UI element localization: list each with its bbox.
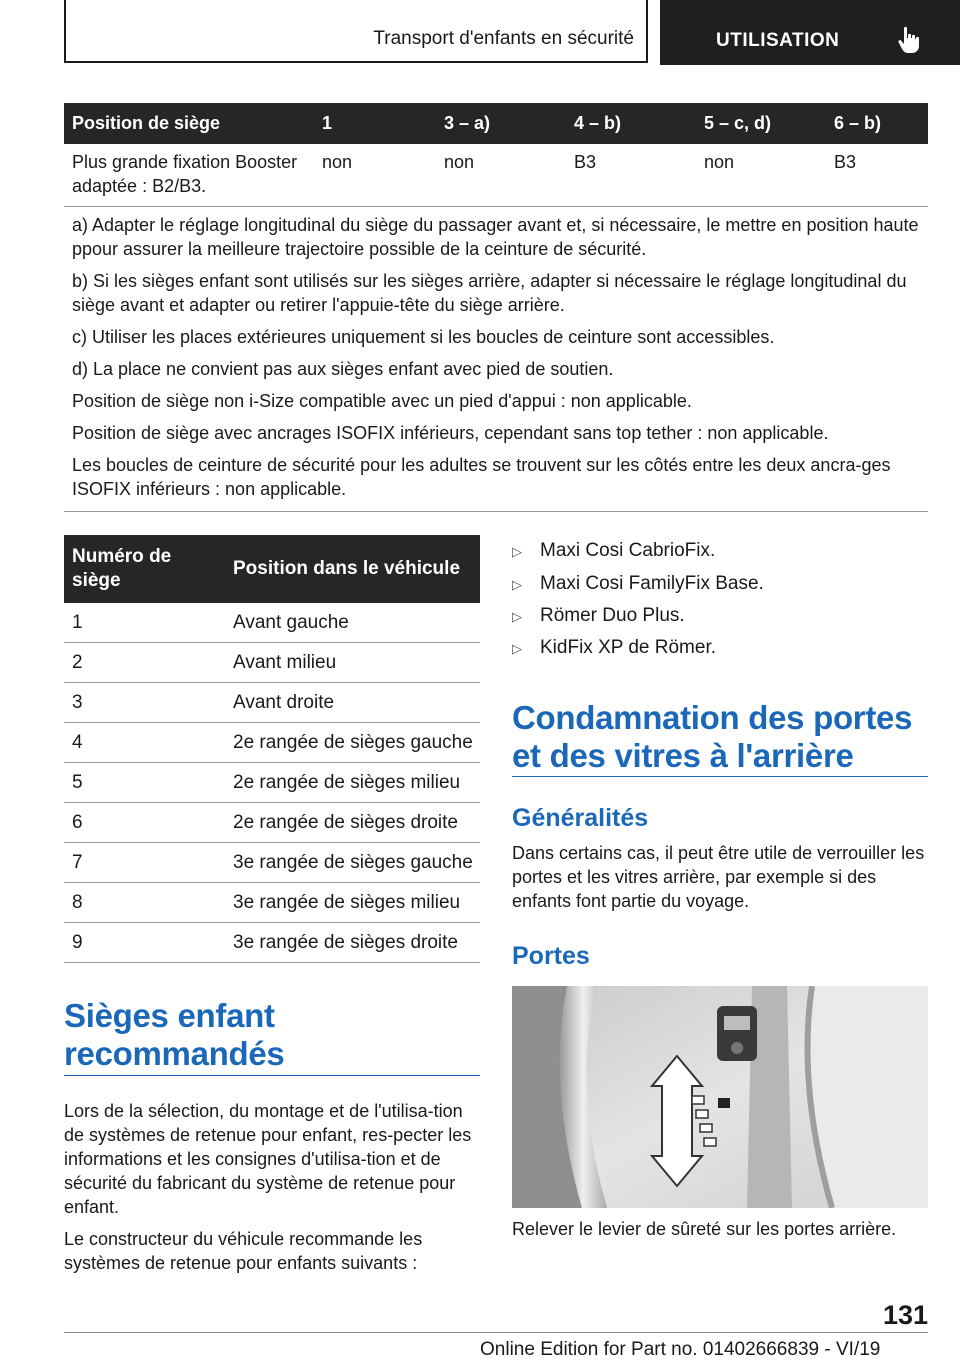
table-cell: 3e rangée de sièges milieu [225, 883, 480, 923]
table-row [64, 683, 480, 723]
general-paragraph: Dans certains cas, il peut être utile de verrouiller les portes et les vitres arrière, par exemple si des enfants font partie du voyage. [512, 843, 925, 911]
triangle-bullet-icon: ▷ [512, 641, 522, 656]
door-lock-image [512, 986, 928, 1208]
table-footnotes [64, 206, 928, 512]
lock-section [512, 699, 928, 775]
hand-pointer-icon [897, 26, 921, 54]
table-header-cell: Position de siège [64, 103, 314, 144]
list-item [512, 605, 685, 627]
table-cell: Avant milieu [225, 643, 480, 683]
table-header-cell: 5 – c, d) [696, 103, 826, 144]
table-cell: 3e rangée de sièges droite [225, 923, 480, 963]
table-cell: 4 [64, 723, 225, 763]
general-title: Généralités [512, 804, 649, 832]
illustration-caption: Relever le levier de sûreté sur les portes arrière. [512, 1219, 897, 1239]
table-cell: B3 [834, 152, 857, 172]
doors-title: Portes [512, 942, 590, 970]
table-header-cell: 4 – b) [566, 103, 696, 144]
table-row [64, 603, 480, 643]
list-item-label: Maxi Cosi CabrioFix. [540, 540, 716, 561]
triangle-bullet-icon: ▷ [512, 609, 522, 624]
table-cell: 2e rangée de sièges gauche [225, 723, 480, 763]
table-cell: 9 [64, 923, 225, 963]
table-row [64, 643, 480, 683]
seat-position-table [64, 103, 928, 207]
footnote: d) La place ne convient pas aux sièges enfant avec pied de soutien. [72, 359, 614, 379]
table-cell: non [704, 152, 735, 172]
table-row [64, 723, 480, 763]
table-cell: 2e rangée de sièges milieu [225, 763, 480, 803]
footer-divider [64, 1332, 928, 1333]
doors-subsection [512, 942, 590, 971]
list-item [512, 540, 715, 562]
table-header-cell: 3 – a) [436, 103, 566, 144]
table-header-cell: Position dans le véhicule [225, 535, 480, 603]
table-row [64, 923, 480, 963]
recommended-paragraph: Le constructeur du véhicule recommande les systèmes de retenue pour enfants suivants : [64, 1229, 423, 1273]
table-cell: 2 [64, 643, 225, 683]
table-row [64, 843, 480, 883]
recommended-section [64, 997, 480, 1073]
header-section-box [64, 0, 648, 63]
table-cell: 6 [64, 803, 225, 843]
list-item [512, 637, 716, 659]
general-subsection [512, 804, 928, 921]
table-cell: 8 [64, 883, 225, 923]
table-cell: Plus grande fixation Booster adaptée : B2/B3. [72, 152, 298, 196]
recommended-paragraph: Lors de la sélection, du montage et de l'utilisa-tion de systèmes de retenue pour enfant, res-pecter les informations et les consignes d'utilisa-tion et de sécurité du fabricant du système de retenue pour enfant. [64, 1101, 472, 1217]
table-cell: B3 [574, 152, 597, 172]
table-cell: non [322, 152, 353, 172]
footnote: Les boucles de ceinture de sécurité pour les adultes se trouvent sur les côtés entre les deux ancra-ges ISOFIX inférieurs : non applicable. [72, 455, 891, 499]
table-row [64, 144, 928, 207]
footnote: Position de siège avec ancrages ISOFIX inférieurs, cependant sans top tether : non applicable. [72, 423, 829, 443]
footnote: a) Adapter le réglage longitudinal du siège du passager avant et, si nécessaire, le mettre en position haute ppour assurer la meilleure trajectoire possible de la ceinture de sécurité. [72, 215, 919, 259]
footnote: Position de siège non i-Size compatible avec un pied d'appui : non applicable. [72, 391, 692, 411]
table-cell: 7 [64, 843, 225, 883]
triangle-bullet-icon: ▷ [512, 544, 522, 559]
table-cell: Avant droite [225, 683, 480, 723]
list-item [512, 573, 764, 595]
table-header-cell: 1 [314, 103, 436, 144]
table-header-row [64, 103, 928, 144]
table-header-row [64, 535, 480, 603]
list-item-label: Römer Duo Plus. [540, 605, 685, 626]
table-cell: 1 [64, 603, 225, 643]
section-divider [64, 1075, 480, 1076]
table-cell: 5 [64, 763, 225, 803]
triangle-bullet-icon: ▷ [512, 577, 522, 592]
footnote: c) Utiliser les places extérieures uniquement si les boucles de ceinture sont accessibles. [72, 327, 775, 347]
section-divider [512, 776, 928, 777]
header-chapter-box [660, 0, 960, 65]
table-cell: 2e rangée de sièges droite [225, 803, 480, 843]
table-header-cell: 6 – b) [826, 103, 928, 144]
list-item-label: Maxi Cosi FamilyFix Base. [540, 573, 764, 594]
table-header-cell: Numéro de siège [64, 535, 225, 603]
door-lock-illustration [512, 986, 928, 1208]
page-number: 131 [882, 1300, 928, 1330]
edition-footer: Online Edition for Part no. 01402666839 - VI/19 [480, 1339, 881, 1360]
recommended-body [64, 1099, 480, 1283]
table-row [64, 763, 480, 803]
section-title: Transport d'enfants en sécurité [373, 28, 634, 49]
seat-number-table [64, 535, 480, 963]
recommended-title: Sièges enfant recommandés [64, 997, 285, 1072]
table-row [64, 883, 480, 923]
table-cell: Avant gauche [225, 603, 480, 643]
list-item-label: KidFix XP de Römer. [540, 637, 717, 658]
table-cell: 3 [64, 683, 225, 723]
table-cell: 3e rangée de sièges gauche [225, 843, 480, 883]
footnote: b) Si les sièges enfant sont utilisés sur les sièges arrière, adapter si nécessaire le réglage longitudinal du siège avant et adapter ou retirer l'appuie-tête du siège arrière. [72, 271, 907, 315]
table-cell: non [444, 152, 475, 172]
lock-title: Condamnation des portes et des vitres à l'arrière [512, 699, 913, 774]
chapter-title: UTILISATION [716, 30, 840, 51]
table-row [64, 803, 480, 843]
